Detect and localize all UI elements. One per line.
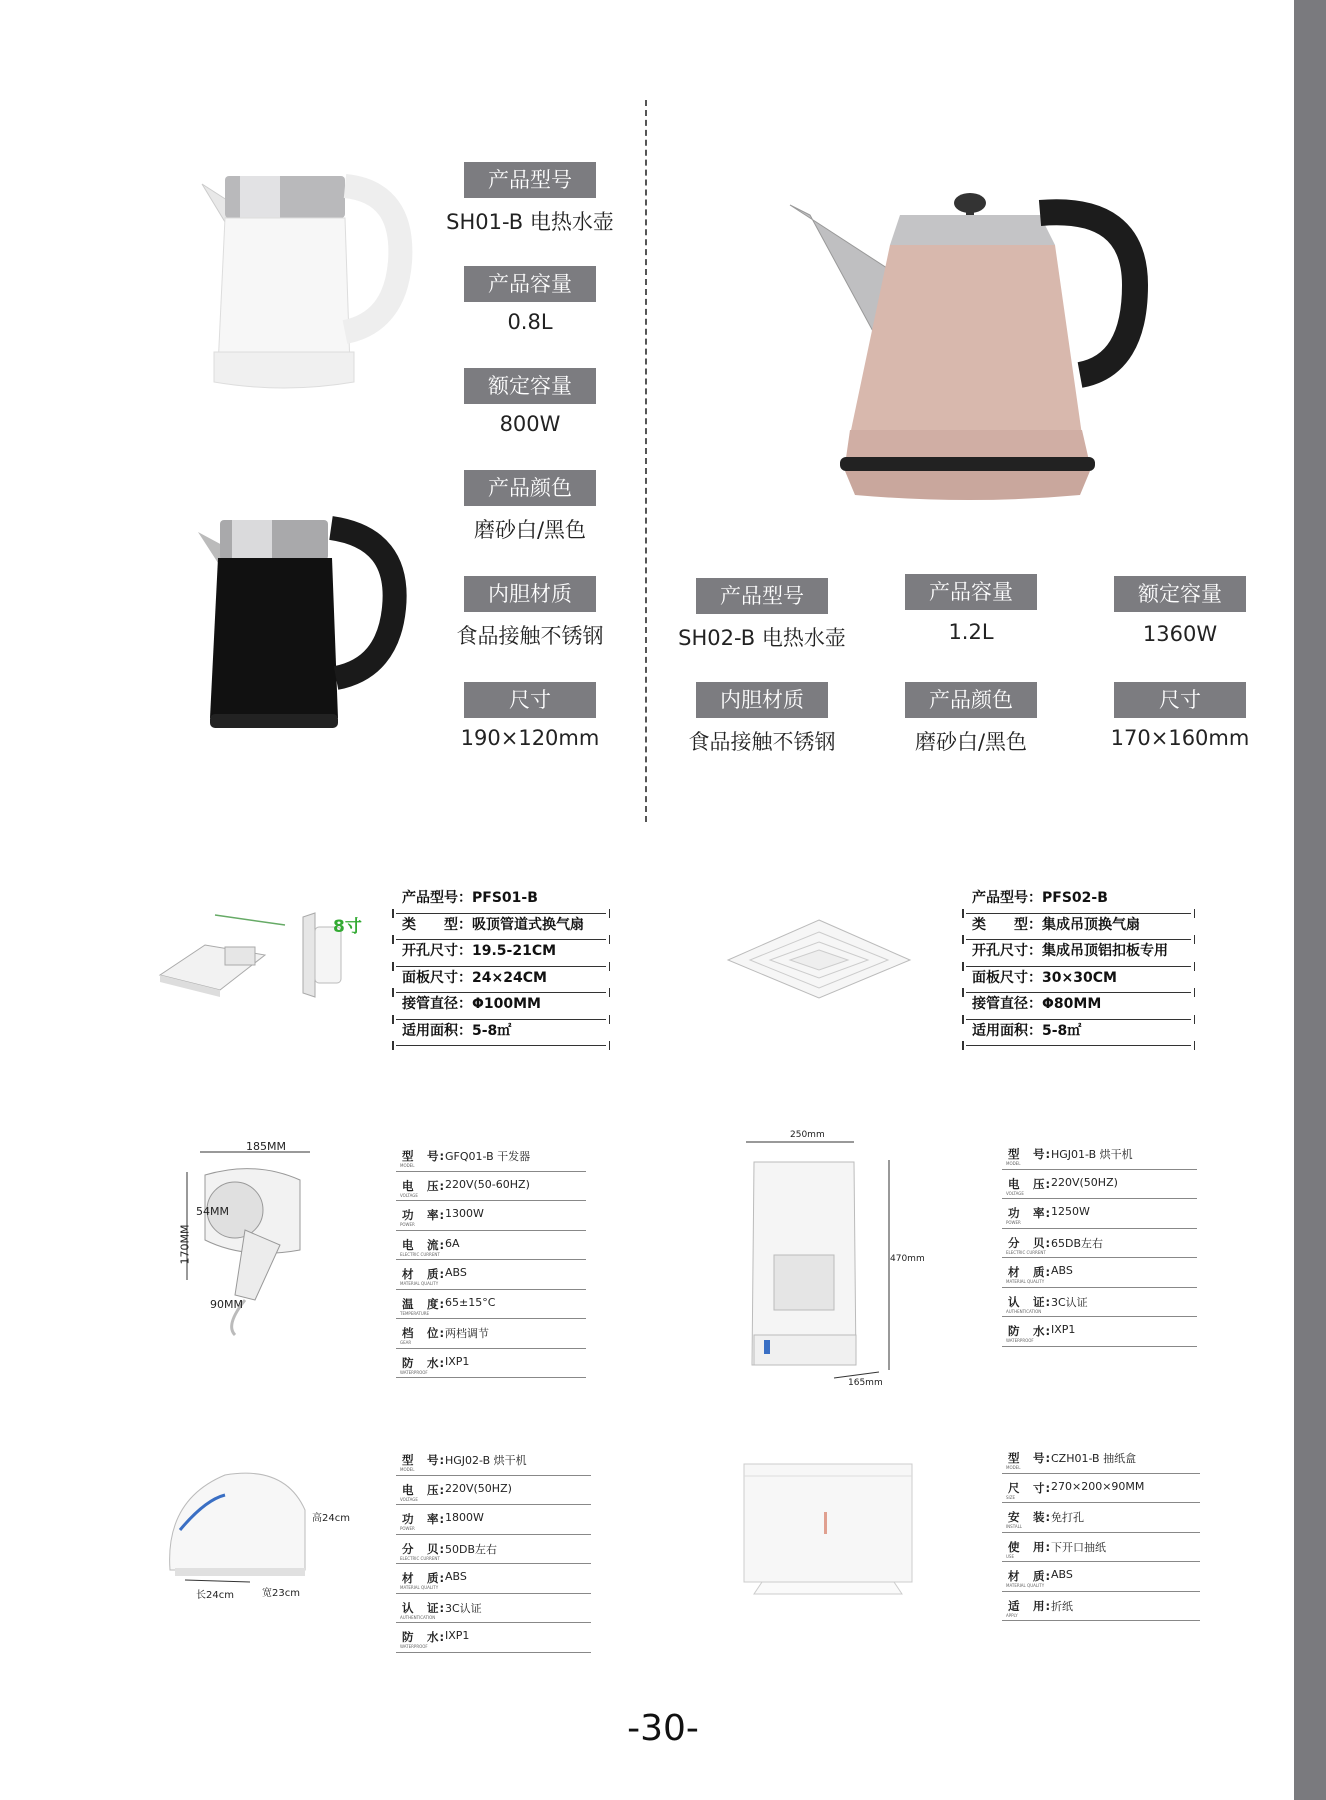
- hair-dryer-image: [185, 1150, 330, 1335]
- side-bar: [1294, 0, 1326, 1800]
- spec-key: 型 号:: [1008, 1147, 1052, 1161]
- k2-model-label: 产品型号: [696, 578, 828, 614]
- spec-en: TEMPERATURE: [400, 1310, 430, 1316]
- spec-key: 档 位:: [402, 1326, 446, 1340]
- hair-dryer-nozzle-dim: 90MM: [210, 1298, 243, 1311]
- hair-dryer-depth-dim: 54MM: [196, 1205, 229, 1218]
- spec-value: IXP1: [1051, 1323, 1076, 1336]
- spec-key: 功 率:: [402, 1512, 446, 1526]
- spec-en: INSTALL: [1006, 1524, 1023, 1529]
- spec-value: 220V(50HZ): [445, 1481, 512, 1495]
- spec-en: MATERIAL QUALITY: [400, 1585, 439, 1590]
- spec-en: MODEL: [1006, 1161, 1021, 1166]
- spec-en: MATERIAL QUALITY: [1006, 1583, 1045, 1588]
- spec-value: 1300W: [445, 1207, 484, 1220]
- fan2-spec-table: [966, 887, 1191, 1046]
- hand-dryer-1-depth-dim: 165mm: [848, 1378, 883, 1388]
- k1-material-value: 食品接触不锈钢: [456, 624, 604, 648]
- spec-key: 分 贝:: [1008, 1235, 1052, 1250]
- spec-value: 1250W: [1051, 1205, 1090, 1218]
- spec-key: 防 水:: [1008, 1324, 1052, 1338]
- hand-dryer-1-width-dim: 250mm: [790, 1130, 825, 1140]
- spec-value: ABS: [445, 1570, 467, 1583]
- spec-value: 1800W: [445, 1511, 484, 1524]
- fan1-spec-row: 开孔尺寸：19.5-21CM: [396, 940, 606, 967]
- spec-en: SIZE: [1006, 1494, 1015, 1500]
- k1-size-label: 尺寸: [464, 682, 596, 718]
- fan1-spec-row: 类 型：吸顶管道式换气扇: [396, 914, 606, 941]
- k1-size-value: 190×120mm: [460, 726, 600, 750]
- fan2-spec-row: 接管直径：Φ80MM: [966, 993, 1191, 1020]
- fan1-size-badge: 8寸: [333, 917, 362, 937]
- ceiling-fan-2-image: [726, 918, 912, 1000]
- hand-dryer-2-image: [165, 1470, 315, 1585]
- hand-dryer-2-width-dim: 宽23cm: [262, 1588, 300, 1599]
- spec-value: 6A: [445, 1236, 460, 1250]
- spec-value: CZH01-B 抽纸盒: [1051, 1452, 1137, 1465]
- spec-en: WATERPROOF: [400, 1369, 428, 1375]
- fan1-spec-table: [396, 887, 606, 1046]
- spec-en: MATERIAL QUALITY: [400, 1281, 439, 1286]
- fan1-spec-row: 产品型号：PFS01-B: [396, 887, 606, 914]
- spec-en: GEAR: [400, 1340, 412, 1345]
- spec-key: 电 压:: [402, 1482, 446, 1497]
- spec-key: 防 水:: [402, 1355, 446, 1370]
- fan2-spec-row: 面板尺寸：30×30CM: [966, 967, 1191, 994]
- k1-color-label: 产品颜色: [464, 470, 596, 506]
- k2-power-value: 1360W: [1142, 622, 1218, 646]
- spec-en: AUTHENTICATION: [1006, 1308, 1042, 1314]
- spec-en: POWER: [400, 1222, 415, 1227]
- spec-key: 型 号:: [402, 1453, 446, 1467]
- hand-dryer-1-image: [744, 1140, 894, 1390]
- spec-en: USE: [1006, 1553, 1014, 1559]
- spec-value: 3C认证: [1051, 1295, 1088, 1309]
- spec-value: 270×200×90MM: [1051, 1479, 1145, 1493]
- k1-model-label: 产品型号: [464, 162, 596, 198]
- spec-en: MODEL: [400, 1467, 415, 1472]
- fan1-spec-row: 面板尺寸：24×24CM: [396, 967, 606, 994]
- white-kettle-image: [200, 172, 410, 392]
- spec-key: 适 用:: [1008, 1598, 1052, 1613]
- spec-key: 尺 寸:: [1008, 1480, 1052, 1495]
- hair-dryer-width-dim: 185MM: [246, 1140, 286, 1153]
- tissue-box-image: [742, 1462, 914, 1597]
- k1-capacity-value: 0.8L: [507, 310, 553, 334]
- spec-key: 型 号:: [1008, 1451, 1052, 1465]
- spec-value: ABS: [1051, 1264, 1073, 1277]
- fan2-spec-row: 产品型号：PFS02-B: [966, 887, 1191, 914]
- pink-kettle-image: [790, 175, 1160, 505]
- spec-en: APPLY: [1006, 1612, 1018, 1618]
- tissue-box-spec-table: [1002, 1444, 1200, 1621]
- spec-value: HGJ02-B 烘干机: [445, 1454, 527, 1467]
- spec-en: MATERIAL QUALITY: [1006, 1279, 1045, 1284]
- k2-size-label: 尺寸: [1114, 682, 1246, 718]
- fan2-spec-row: 开孔尺寸：集成吊顶铝扣板专用: [966, 940, 1191, 967]
- spec-en: VOLTAGE: [1006, 1190, 1024, 1196]
- fan1-spec-row: 接管直径：Φ100MM: [396, 993, 606, 1020]
- spec-key: 温 度:: [402, 1296, 446, 1311]
- spec-key: 防 水:: [402, 1630, 446, 1644]
- k2-capacity-value: 1.2L: [948, 620, 994, 644]
- spec-key: 功 率:: [1008, 1206, 1052, 1220]
- spec-value: 50DB左右: [445, 1542, 498, 1556]
- hair-dryer-height-dim: 170MM: [178, 1224, 192, 1265]
- spec-value: 3C认证: [445, 1601, 482, 1615]
- spec-en: AUTHENTICATION: [400, 1614, 436, 1620]
- spec-key: 功 率:: [402, 1208, 446, 1222]
- spec-en: ELECTRIC CURRENT: [400, 1251, 440, 1257]
- k2-color-label: 产品颜色: [905, 682, 1037, 718]
- spec-en: ELECTRIC CURRENT: [1006, 1249, 1046, 1255]
- spec-value: 两档调节: [445, 1327, 489, 1340]
- spec-key: 电 压:: [402, 1178, 446, 1193]
- k2-material-label: 内胆材质: [696, 682, 828, 718]
- page-number: -30-: [627, 1708, 699, 1749]
- k2-size-value: 170×160mm: [1110, 726, 1250, 750]
- k1-power-label: 额定容量: [464, 368, 596, 404]
- spec-value: 折纸: [1051, 1599, 1073, 1613]
- k1-power-value: 800W: [499, 412, 561, 436]
- spec-value: ABS: [445, 1266, 467, 1279]
- spec-value: 65DB左右: [1051, 1236, 1104, 1250]
- spec-en: POWER: [1006, 1220, 1021, 1225]
- spec-key: 分 贝:: [402, 1541, 446, 1556]
- spec-en: POWER: [400, 1526, 415, 1531]
- spec-key: 电 压:: [1008, 1176, 1052, 1191]
- spec-en: WATERPROOF: [400, 1644, 428, 1649]
- spec-en: ELECTRIC CURRENT: [400, 1555, 440, 1561]
- k1-model-value: SH01-B 电热水壶: [446, 210, 614, 234]
- spec-key: 材 质:: [402, 1571, 446, 1585]
- spec-value: HGJ01-B 烘干机: [1051, 1148, 1133, 1161]
- spec-en: VOLTAGE: [400, 1496, 418, 1502]
- spec-value: 65±15°C: [445, 1295, 496, 1309]
- spec-key: 型 号:: [402, 1149, 446, 1163]
- k2-color-value: 磨砂白/黑色: [914, 730, 1028, 754]
- spec-value: ABS: [1051, 1568, 1073, 1581]
- spec-en: VOLTAGE: [400, 1192, 418, 1198]
- spec-value: 免打孔: [1051, 1511, 1084, 1524]
- spec-key: 安 装:: [1008, 1510, 1052, 1524]
- spec-en: WATERPROOF: [1006, 1338, 1034, 1343]
- black-kettle-image: [196, 518, 406, 733]
- hand-dryer-2-spec-table: [396, 1446, 591, 1653]
- hair-dryer-spec-table: [396, 1142, 586, 1378]
- spec-value: IXP1: [445, 1629, 470, 1642]
- hand-dryer-2-height-dim: 高24cm: [312, 1513, 350, 1524]
- spec-value: 220V(50-60HZ): [445, 1177, 530, 1191]
- spec-key: 材 质:: [1008, 1569, 1052, 1583]
- spec-key: 电 流:: [402, 1237, 446, 1252]
- spec-en: MODEL: [1006, 1465, 1021, 1470]
- hand-dryer-1-height-dim: 470mm: [890, 1254, 925, 1264]
- spec-key: 认 证:: [402, 1600, 446, 1615]
- fan1-spec-row: 适用面积：5-8㎡: [396, 1020, 606, 1047]
- spec-key: 认 证:: [1008, 1294, 1052, 1309]
- fan2-spec-row: 类 型：集成吊顶换气扇: [966, 914, 1191, 941]
- hand-dryer-2-length-dim: 长24cm: [196, 1590, 234, 1601]
- k1-material-label: 内胆材质: [464, 576, 596, 612]
- spec-value: 220V(50HZ): [1051, 1175, 1118, 1189]
- k2-model-value: SH02-B 电热水壶: [678, 626, 846, 650]
- k2-power-label: 额定容量: [1114, 576, 1246, 612]
- spec-value: IXP1: [445, 1354, 470, 1368]
- fan2-spec-row: 适用面积：5-8㎡: [966, 1020, 1191, 1047]
- k1-color-value: 磨砂白/黑色: [473, 518, 587, 542]
- k2-capacity-label: 产品容量: [905, 574, 1037, 610]
- k2-material-value: 食品接触不锈钢: [688, 730, 836, 754]
- spec-value: 下开口抽纸: [1051, 1540, 1106, 1554]
- spec-en: MODEL: [400, 1163, 415, 1168]
- spec-value: GFQ01-B 干发器: [445, 1150, 531, 1163]
- hand-dryer-1-spec-table: [1002, 1140, 1197, 1347]
- spec-key: 使 用:: [1008, 1539, 1052, 1554]
- spec-key: 材 质:: [402, 1267, 446, 1281]
- k1-capacity-label: 产品容量: [464, 266, 596, 302]
- spec-key: 材 质:: [1008, 1265, 1052, 1279]
